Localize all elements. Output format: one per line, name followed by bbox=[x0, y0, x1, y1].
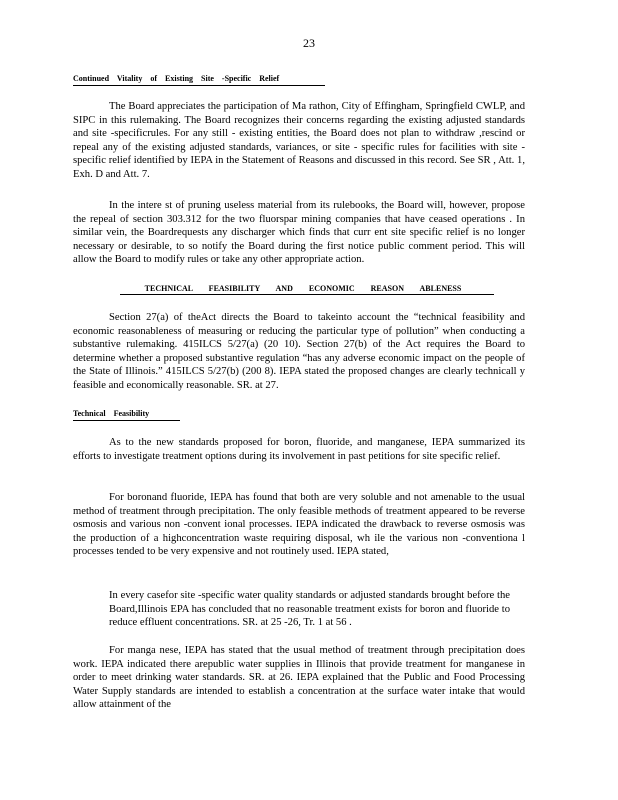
section-heading-continued-vitality: Continued Vitality of Existing Site -Specific Relief bbox=[73, 74, 280, 83]
page-number: 23 bbox=[303, 36, 315, 50]
heading-underline bbox=[73, 420, 180, 421]
paragraph-section-27: Section 27(a) of theAct directs the Board to takeinto account the “technical feasibility and economic reasonableness of measuring or reducing the particular type of pollution” when conducting a substantive rulemaking. 415ILCS 5/27(a) (20 10). Section 27(b) of the Act requires the Board to determine whether a proposed substantive regulation “has any adverse economic impact on the people of the State of Illinois.” 415ILCS 5/27(b) (200 8). IEPA stated the proposed changes are clearly technicall y feasible and economically reasonable. SR. at 27. bbox=[73, 312, 525, 391]
block-quote-iepa: In every casefor site -specific water quality standards or adjusted standards brought before the Board,Illinois EPA has concluded that no reasonable treatment exists for boron and fluoride to reduce effluent concentrations. SR. at 25 -26, Tr. 1 at 56 . bbox=[109, 590, 510, 629]
section-heading-technical-economic: TECHNICAL FEASIBILITY AND ECONOMIC REASON ABLENESS bbox=[144, 284, 462, 293]
heading-underline bbox=[120, 294, 494, 295]
paragraph-pruning-useless-material: In the intere st of pruning useless material from its rulebooks, the Board will, however, propose the repeal of section 303.312 for the two fluorspar mining companies that have ceased operations . In similar vein, the Boardrequests any discharger which finds that curr ent site specific relief is no longer necessary or desirable, to so notify the Board during the first notice public comment period. This will allow the Board to modify rules or take any other appropriate action. bbox=[73, 200, 525, 266]
paragraph-board-appreciates: The Board appreciates the participation of Ma rathon, City of Effingham, Springfield CWLP, and SIPC in this rulemaking. The Board recognizes their concerns regarding the existing adjusted standards and site -specificrules. For any still - existing entities, the Board does not plan to withdraw ,rescind or repeal any of the existing adjusted standards, variances, or site - specific rules for facilities with site -specific relief identified by IEPA in the Statement of Reasons and discussed in this record. See SR , Att. 1, Exh. D and Att. 7. bbox=[73, 101, 525, 180]
section-heading-technical-feasibility: Technical Feasibility bbox=[73, 409, 150, 418]
paragraph-boron-fluoride: For boronand fluoride, IEPA has found that both are very soluble and not amenable to the usual method of treatment through precipitation. The only feasible methods of treatment appeared to be reverse osmosis and various non -convent ional processes. IEPA indicated the drawback to reverse osmosis was the production of a highconcentration waste requiring disposal, wh ile the various non -conventiona l processes tended to be very expensive and not routinely used. IEPA stated, bbox=[73, 492, 525, 558]
paragraph-new-standards: As to the new standards proposed for boron, fluoride, and manganese, IEPA summarized its efforts to investigate treatment options during its involvement in past petitions for site specific relief. bbox=[73, 437, 525, 462]
heading-underline bbox=[73, 85, 325, 86]
paragraph-manganese: For manga nese, IEPA has stated that the usual method of treatment through precipitation does work. IEPA indicated there arepublic water supplies in Illinois that provide treatment for manganese in order to meet drinking water standards. SR. at 26. IEPA explained that the Public and Food Processing Water Supply standards are intended to establish a concentration at the surface water intake that would allow attainment of the bbox=[73, 645, 525, 711]
